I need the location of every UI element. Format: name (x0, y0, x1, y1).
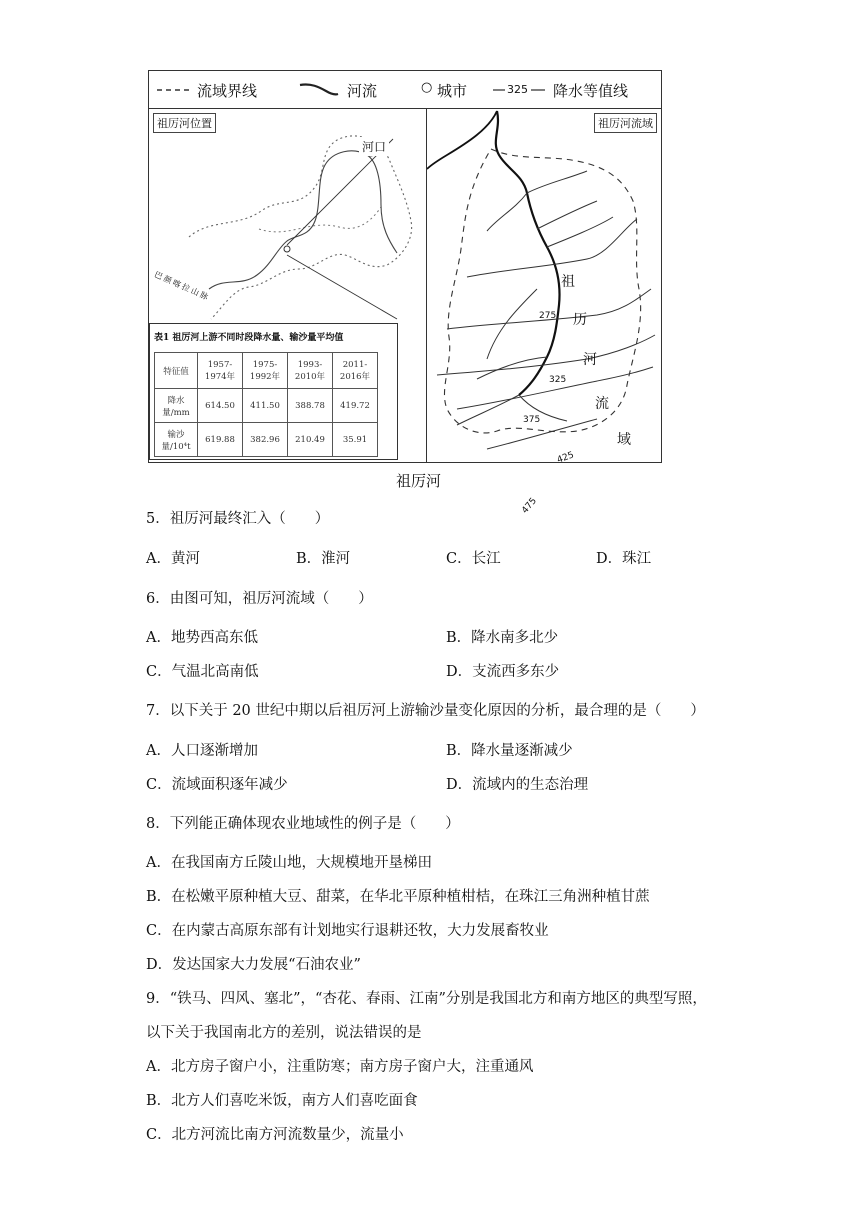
isoline-value-label: 275 (539, 311, 557, 321)
boundary-line-symbol (157, 88, 191, 92)
question-5-option-a: A．黄河 (146, 551, 200, 567)
table-header-cell: 1975-1992年 (243, 353, 288, 389)
table-cell: 35.91 (333, 423, 378, 457)
question-5-option-c: C．长江 (446, 551, 501, 567)
data-table (149, 323, 398, 460)
question-8-option-c: C．在内蒙古高原东部有计划地实行退耕还牧，大力发展畜牧业 (146, 923, 549, 939)
question-6-option-a: A．地势西高东低 (146, 630, 258, 646)
basin-label-char: 域 (617, 432, 631, 448)
city-circle-icon: ○ (421, 80, 433, 95)
isoline-value-label: 375 (523, 415, 541, 425)
table-header-cell: 1957-1974年 (198, 353, 243, 389)
legend-isoline-value: 325 (507, 83, 528, 96)
question-7-option-b: B．降水量逐渐减少 (446, 743, 573, 759)
legend-river-label: 河流 (347, 82, 378, 100)
question-6-option-d: D．支流西多东少 (446, 664, 560, 680)
figure-caption: 祖厉河 (396, 472, 442, 490)
basin-map (427, 109, 661, 462)
table-header-cell: 特征值 (155, 353, 198, 389)
location-map-panel (149, 109, 427, 462)
question-9-option-c: C．北方河流比南方河流数量少，流量小 (146, 1127, 404, 1143)
question-7-option-d: D．流域内的生态治理 (446, 777, 589, 793)
zulihe-figure (148, 70, 662, 516)
basin-map-panel (427, 109, 661, 516)
basin-label-char: 河 (583, 352, 597, 368)
question-5-stem: 5．祖厉河最终汇入（ ） (146, 511, 330, 527)
table-cell: 输沙量/10⁴t (155, 423, 198, 457)
sediment-table (154, 352, 378, 457)
basin-panel-title: 祖厉河流域 (594, 113, 657, 133)
legend-isoline-label: 降水等值线 (553, 82, 629, 100)
legend-city-label: 城市 (437, 82, 468, 100)
question-9-option-a: A．北方房子窗户小，注重防寒；南方房子窗户大，注重通风 (146, 1059, 534, 1075)
question-9-stem-line-1: 9．“铁马、四风、塞北”，“杏花、春雨、江南”分别是我国北方和南方地区的典型写照， (146, 991, 707, 1007)
table-title: 表1 祖厉河上游不同时段降水量、输沙量平均值 (154, 333, 344, 343)
basin-label-char: 历 (573, 312, 587, 328)
mountain-range-label: 巴颜喀拉山脉 (152, 269, 212, 303)
table-cell: 619.88 (198, 423, 243, 457)
basin-label-char: 祖 (561, 274, 575, 290)
isoline-value-label: 425 (555, 450, 576, 466)
question-7-stem: 7．以下关于 20 世纪中期以后祖厉河上游输沙量变化原因的分析，最合理的是（ ） (146, 703, 705, 719)
map-legend (149, 71, 661, 109)
table-cell: 388.78 (288, 389, 333, 423)
basin-label-char: 流 (595, 396, 609, 412)
isoline-value-label: 325 (549, 375, 567, 385)
hekou-label: 河口 (359, 137, 389, 156)
question-8-option-d: D．发达国家大力发展“石油农业” (146, 957, 361, 973)
question-8-option-a: A．在我国南方丘陵山地，大规模地开垦梯田 (146, 855, 432, 871)
table-header-cell: 1993-2010年 (288, 353, 333, 389)
table-header-row (155, 353, 378, 389)
question-8-option-b: B．在松嫩平原种植大豆、甜菜，在华北平原种植柑桔，在珠江三角洲种植甘蔗 (146, 889, 650, 905)
table-cell: 382.96 (243, 423, 288, 457)
table-cell: 411.50 (243, 389, 288, 423)
table-cell: 降水量/mm (155, 389, 198, 423)
question-5-option-b: B．淮河 (296, 551, 351, 567)
question-7-option-c: C．流域面积逐年减少 (146, 777, 288, 793)
location-panel-title: 祖厉河位置 (153, 113, 216, 133)
question-6-option-c: C．气温北高南低 (146, 664, 259, 680)
question-6-stem: 6．由图可知，祖厉河流域（ ） (146, 591, 373, 607)
question-5-option-d: D．珠江 (596, 551, 652, 567)
question-9-option-b: B．北方人们喜吃米饭，南方人们喜吃面食 (146, 1093, 418, 1109)
table-cell: 419.72 (333, 389, 378, 423)
question-8-stem: 8．下列能正确体现农业地域性的例子是（ ） (146, 816, 460, 832)
table-cell: 614.50 (198, 389, 243, 423)
isoline-value-label: 475 (520, 496, 539, 516)
question-7-option-a: A．人口逐渐增加 (146, 743, 258, 759)
table-row (155, 389, 378, 423)
table-cell: 210.49 (288, 423, 333, 457)
legend-boundary-label: 流域界线 (197, 82, 258, 100)
question-9-stem-line-2: 以下关于我国南北方的差别，说法错误的是 (146, 1025, 422, 1041)
table-header-cell: 2011-2016年 (333, 353, 378, 389)
question-6-option-b: B．降水南多北少 (446, 630, 559, 646)
table-row (155, 423, 378, 457)
river-symbol (299, 81, 339, 97)
